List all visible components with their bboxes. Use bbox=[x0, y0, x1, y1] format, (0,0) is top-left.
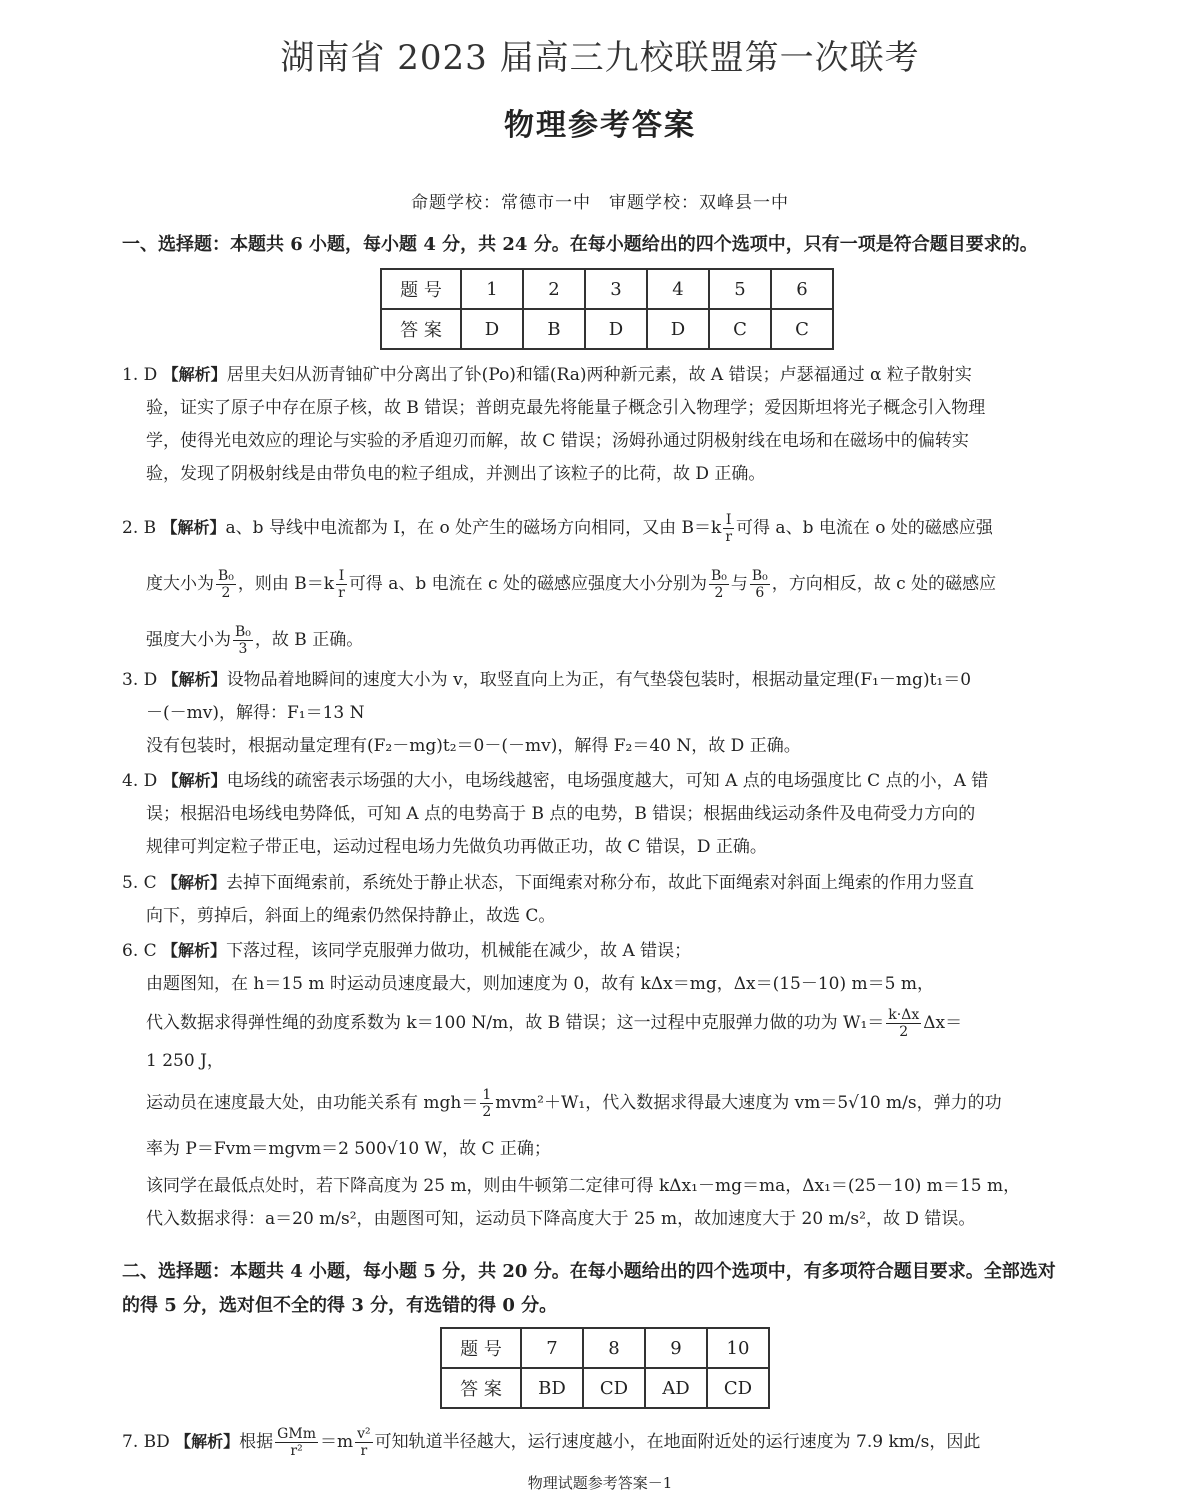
fraction: $\frac{I}{r}$ bbox=[725, 512, 733, 545]
table-cell: 3 bbox=[585, 269, 647, 309]
page-footer: 物理试题参考答案－1 bbox=[527, 1474, 673, 1492]
table-cell: BD bbox=[521, 1368, 583, 1408]
table-row bbox=[441, 1328, 769, 1368]
q2-line-2d: 与 bbox=[730, 574, 748, 594]
fraction: $\frac{\text{B₀}}{3}$ bbox=[235, 624, 251, 657]
q6-line-2: 由题图知，在 h＝15 m 时运动员速度最大，则加速度为 0，故有 kΔx＝mg，Δx＝(15－10) m＝5 m， bbox=[146, 974, 934, 994]
q3-line-1: 设物品着地瞬间的速度大小为 v，取竖直向上为正，有气垫袋包装时，根据动量定理(F₁－mg)t₁＝0 bbox=[226, 670, 972, 690]
fraction: $\frac{1}{2}$ bbox=[482, 1087, 492, 1120]
q5-line-1: 去掉下面绳索前，系统处于静止状态，下面绳索对称分布，故此下面绳索对斜面上绳索的作用力竖直 bbox=[226, 873, 975, 893]
fraction: $\frac{\text{B₀}}{2}$ bbox=[218, 568, 234, 601]
q4-number: 4. D bbox=[122, 771, 158, 791]
q1-line-3: 学，使得光电效应的理论与实验的矛盾迎刃而解，故 C 错误；汤姆孙通过阴极射线在电场和在磁场中的偏转实 bbox=[146, 431, 969, 451]
answer-q1 bbox=[122, 358, 1082, 491]
analysis-tag: 【解析】 bbox=[175, 1432, 240, 1451]
q6-line-6: 率为 P＝Fvm＝mgvm＝2 500√10 W，故 C 正确； bbox=[146, 1139, 551, 1159]
q5-number: 5. C bbox=[122, 873, 157, 893]
q6-line-8: 代入数据求得：a＝20 m/s²，由题图可知，运动员下降高度大于 25 m，故加速度大于 20 m/s²，故 D 错误。 bbox=[146, 1209, 976, 1229]
q2-line-3a: 强度大小为 bbox=[146, 630, 231, 650]
section-2-heading bbox=[122, 1255, 1082, 1323]
q3-line-2: －(－mv)，解得：F₁＝13 N bbox=[146, 703, 365, 723]
analysis-tag: 【解析】 bbox=[162, 941, 227, 960]
q6-number: 6. C bbox=[122, 941, 157, 961]
q7-line-1b: ＝m bbox=[319, 1432, 354, 1452]
q2-line-2e: ，方向相反，故 c 处的磁感应 bbox=[771, 574, 997, 594]
analysis-tag: 【解析】 bbox=[162, 873, 227, 892]
analysis-tag: 【解析】 bbox=[162, 365, 227, 384]
table-cell: CD bbox=[707, 1368, 769, 1408]
q1-line-4: 验，发现了阴极射线是由带负电的粒子组成，并测出了该粒子的比荷，故 D 正确。 bbox=[146, 464, 766, 484]
table-cell: 4 bbox=[647, 269, 709, 309]
q2-line-2b: ，则由 B＝k bbox=[237, 574, 335, 594]
analysis-tag: 【解析】 bbox=[162, 771, 227, 790]
q2-line-2a: 度大小为 bbox=[146, 574, 214, 594]
q1-line-2: 验，证实了原子中存在原子核，故 B 错误；普朗克最先将能量子概念引入物理学；爱因斯坦将光子概念引入物理 bbox=[146, 398, 986, 418]
answer-table-1 bbox=[380, 268, 834, 350]
table-cell: CD bbox=[583, 1368, 645, 1408]
table-cell: 8 bbox=[583, 1328, 645, 1368]
q2-line-1a: a、b 导线中电流都为 I，在 o 处产生的磁场方向相同，又由 B＝k bbox=[225, 518, 722, 538]
table-cell: B bbox=[523, 309, 585, 349]
table-row bbox=[381, 269, 833, 309]
q5-line-2: 向下，剪掉后，斜面上的绳索仍然保持静止，故选 C。 bbox=[146, 906, 556, 926]
table-row bbox=[381, 309, 833, 349]
table-cell: 10 bbox=[707, 1328, 769, 1368]
table-cell: D bbox=[647, 309, 709, 349]
q2-line-1b: 可得 a、b 电流在 o 处的磁感应强 bbox=[736, 518, 993, 538]
credits-line: 命题学校：常德市一中 审题学校：双峰县一中 bbox=[411, 193, 789, 213]
table-cell: AD bbox=[645, 1368, 707, 1408]
q7-number: 7. BD bbox=[122, 1432, 170, 1452]
q3-line-3: 没有包装时，根据动量定理有(F₂－mg)t₂＝0－(－mv)，解得 F₂＝40 N，故 D 正确。 bbox=[146, 736, 801, 756]
table-cell: C bbox=[709, 309, 771, 349]
answer-q3 bbox=[122, 663, 1082, 763]
answer-q6 bbox=[122, 934, 1082, 1236]
table-cell: 答 案 bbox=[441, 1368, 521, 1408]
q4-line-3: 规律可判定粒子带正电，运动过程电场力先做负功再做正功，故 C 错误，D 正确。 bbox=[146, 837, 767, 857]
q1-number: 1. D bbox=[122, 365, 158, 385]
fraction: $\frac{\text{B₀}}{2}$ bbox=[710, 568, 727, 601]
table-cell: 7 bbox=[521, 1328, 583, 1368]
q7-line-1a: 根据 bbox=[239, 1432, 274, 1452]
q6-line-5a: 运动员在速度最大处，由功能关系有 mgh＝ bbox=[146, 1093, 479, 1113]
section-1-heading: 一、选择题：本题共 6 小题，每小题 4 分，共 24 分。在每小题给出的四个选项中，只有一项是符合题目要求的。 bbox=[122, 234, 1038, 255]
fraction: $\frac{\text{GMm}}{\text{r²}}$ bbox=[277, 1426, 316, 1459]
q2-number: 2. B bbox=[122, 518, 157, 538]
answer-q2 bbox=[122, 500, 1082, 668]
q6-line-3b: Δx＝ bbox=[923, 1013, 963, 1033]
q7-line-1c: 可知轨道半径越大，运行速度越小，在地面附近处的运行速度为 7.9 km/s，因此 bbox=[374, 1432, 981, 1452]
page-title: 湖南省 2023 届高三九校联盟第一次联考 bbox=[280, 38, 920, 78]
q2-line-2c: 可得 a、b 电流在 c 处的磁感应强度大小分别为 bbox=[348, 574, 707, 594]
q6-line-3a: 代入数据求得弹性绳的劲度系数为 k＝100 N/m，故 B 错误；这一过程中克服弹力做的功为 W₁＝ bbox=[146, 1013, 885, 1033]
q6-line-4: 1 250 J， bbox=[146, 1051, 224, 1071]
answer-q4 bbox=[122, 764, 1082, 864]
table-cell: 1 bbox=[461, 269, 523, 309]
q3-number: 3. D bbox=[122, 670, 158, 690]
table-cell: D bbox=[585, 309, 647, 349]
analysis-tag: 【解析】 bbox=[161, 518, 226, 537]
q1-line-1: 居里夫妇从沥青铀矿中分离出了钋(Po)和镭(Ra)两种新元素，故 A 错误；卢瑟福通过 α 粒子散射实 bbox=[226, 365, 972, 385]
table-cell: 6 bbox=[771, 269, 833, 309]
fraction: $\frac{k\cdot\Delta x}{2}$ bbox=[888, 1007, 920, 1040]
table-cell: 题 号 bbox=[381, 269, 461, 309]
table-cell: 5 bbox=[709, 269, 771, 309]
table-cell: 题 号 bbox=[441, 1328, 521, 1368]
q2-line-3b: ，故 B 正确。 bbox=[254, 630, 364, 650]
section-2-heading-line-1: 二、选择题：本题共 4 小题，每小题 5 分，共 20 分。在每小题给出的四个选项中，有多项符合题目要求。全部选对 bbox=[122, 1261, 1056, 1282]
fraction: $\frac{\text{B₀}}{6}$ bbox=[751, 568, 768, 601]
q4-line-1: 电场线的疏密表示场强的大小，电场线越密，电场强度越大，可知 A 点的电场强度比 C 点的小，A 错 bbox=[226, 771, 989, 791]
fraction: $\frac{\text{v²}}{r}$ bbox=[357, 1426, 371, 1459]
q6-line-5b: mvm²＋W₁，代入数据求得最大速度为 vm＝5√10 m/s，弹力的功 bbox=[495, 1093, 1002, 1113]
q6-line-1: 下落过程，该同学克服弹力做功，机械能在减少，故 A 错误； bbox=[226, 941, 692, 961]
page-subtitle: 物理参考答案 bbox=[504, 108, 696, 143]
table-cell: D bbox=[461, 309, 523, 349]
answer-q5 bbox=[122, 866, 1082, 933]
table-cell: 答 案 bbox=[381, 309, 461, 349]
answer-table-2 bbox=[440, 1327, 770, 1409]
table-cell: C bbox=[771, 309, 833, 349]
answer-q7 bbox=[122, 1420, 1082, 1464]
q6-line-7: 该同学在最低点处时，若下降高度为 25 m，则由牛顿第二定律可得 kΔx₁－mg＝ma，Δx₁＝(25－10) m＝15 m， bbox=[146, 1176, 1021, 1196]
section-2-heading-line-2: 的得 5 分，选对但不全的得 3 分，有选错的得 0 分。 bbox=[122, 1295, 558, 1316]
table-cell: 2 bbox=[523, 269, 585, 309]
q4-line-2: 误；根据沿电场线电势降低，可知 A 点的电势高于 B 点的电势，B 错误；根据曲线运动条件及电荷受力方向的 bbox=[146, 804, 976, 824]
table-cell: 9 bbox=[645, 1328, 707, 1368]
fraction: $\frac{I}{r}$ bbox=[338, 568, 345, 601]
table-row bbox=[441, 1368, 769, 1408]
analysis-tag: 【解析】 bbox=[162, 670, 227, 689]
